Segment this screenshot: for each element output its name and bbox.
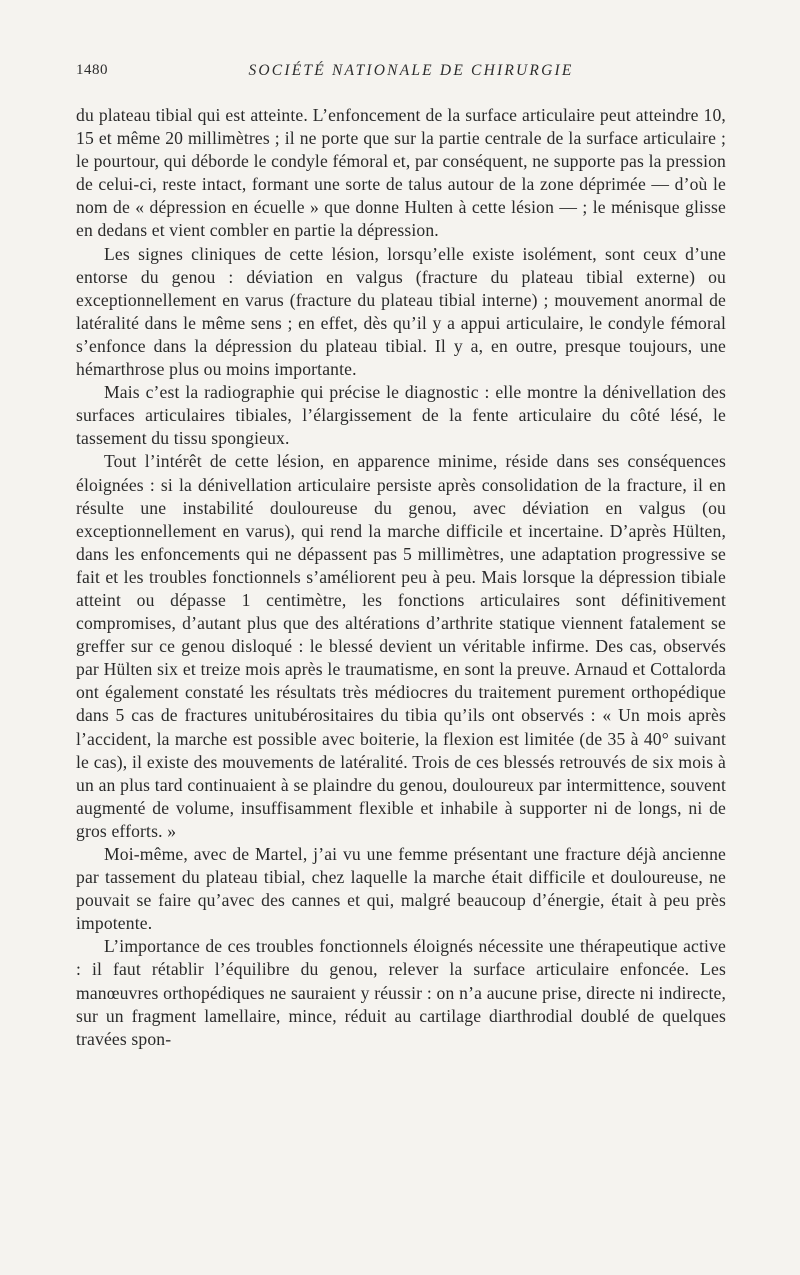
page-number: 1480 (76, 62, 108, 78)
paragraph-radiography: Mais c’est la radiographie qui précise le diagnostic : elle montre la dénivellation des surfaces articulaires tibiales, l’élargissement de la fente articulaire du côté lésé, le tassement du tissu spongieux. (76, 382, 726, 449)
body-text (76, 104, 726, 1051)
page-header (76, 62, 726, 86)
running-title: SOCIÉTÉ NATIONALE DE CHIRURGIE (248, 62, 574, 79)
paragraph-therapeutics: L’importance de ces troubles fonctionnels éloignés nécessite une thérapeutique active : il faut rétablir l’équilibre du genou, relever la surface articulaire enfoncée. Les manœuvres orthopédiques ne sauraient y réussir : on n’a aucune prise, directe ni indirecte, sur un fragment lamellaire, mince, réduit au cartilage diarthrodial doublé de quelques travées spon- (76, 936, 726, 1049)
paragraph-continuation: du plateau tibial qui est atteinte. L’enfoncement de la surface articulaire peut atteindre 10, 15 et même 20 millimètres ; il ne porte que sur la partie centrale de la surface articulaire ; le pourtour, qui déborde le condyle fémoral et, par conséquent, ne supporte pas la pression de celui-ci, reste intact, formant une sorte de talus autour de la zone déprimée — d’où le nom de « dépression en écuelle » que donne Hulten à cette lésion — ; le ménisque glisse en dedans et vient combler en partie la dépression. (76, 105, 726, 241)
paragraph-clinical-signs: Les signes cliniques de cette lésion, lorsqu’elle existe isolément, sont ceux d’une entorse du genou : déviation en valgus (fracture du plateau tibial externe) ou exceptionnellement en varus (fracture du plateau tibial interne) ; mouvement anormal de latéralité dans le même sens ; en effet, dès qu’il y a appui articulaire, le condyle fémoral s’enfonce dans la dépression du plateau tibial. Il y a, en outre, presque toujours, une hémarthrose plus ou moins importante. (76, 243, 726, 380)
paragraph-consequences: Tout l’intérêt de cette lésion, en apparence minime, réside dans ses conséquences éloignées : si la dénivellation articulaire persiste après consolidation de la fracture, il en résulte une instabilité douloureuse du genou, avec déviation en valgus (ou exceptionnellement en varus), qui rend la marche difficile et incertaine. D’après Hülten, dans les enfoncements qui ne dépassent pas 5 millimètres, une adaptation progressive se fait et les troubles fonctionnels s’améliorent peu à peu. Mais lorsque la dépression tibiale atteint ou dépasse 1 centimètre, les fonctions articulaires sont définitivement compromises, d’autant plus que des altérations d’arthrite statique viennent fatalement se greffer sur ce genou disloqué : le blessé devient un véritable infirme. Des cas, observés par Hülten six et treize mois après le traumatisme, en sont la preuve. Arnaud et Cottalorda ont également constaté les résultats très médiocres du traitement purement orthopédique dans 5 cas de fractures unitubérositaires du tibia qu’ils ont observés : « Un mois après l’accident, la marche est possible avec boiterie, la flexion est limitée (de 35 à 40° suivant le cas), il existe des mouvements de latéralité. Trois de ces blessés retrouvés de six mois à un an plus tard continuaient à se plaindre du genou, douloureux par intermittence, souvent augmenté de volume, insuffisamment flexible et inhabile à supporter ni de longs, ni de gros efforts. » (76, 451, 726, 841)
paragraph-personal-case: Moi-même, avec de Martel, j’ai vu une femme présentant une fracture déjà ancienne par tassement du plateau tibial, chez laquelle la marche était difficile et douloureuse, ne pouvait se faire qu’avec des cannes et qui, malgré beaucoup d’énergie, était à peu près impotente. (76, 844, 726, 934)
